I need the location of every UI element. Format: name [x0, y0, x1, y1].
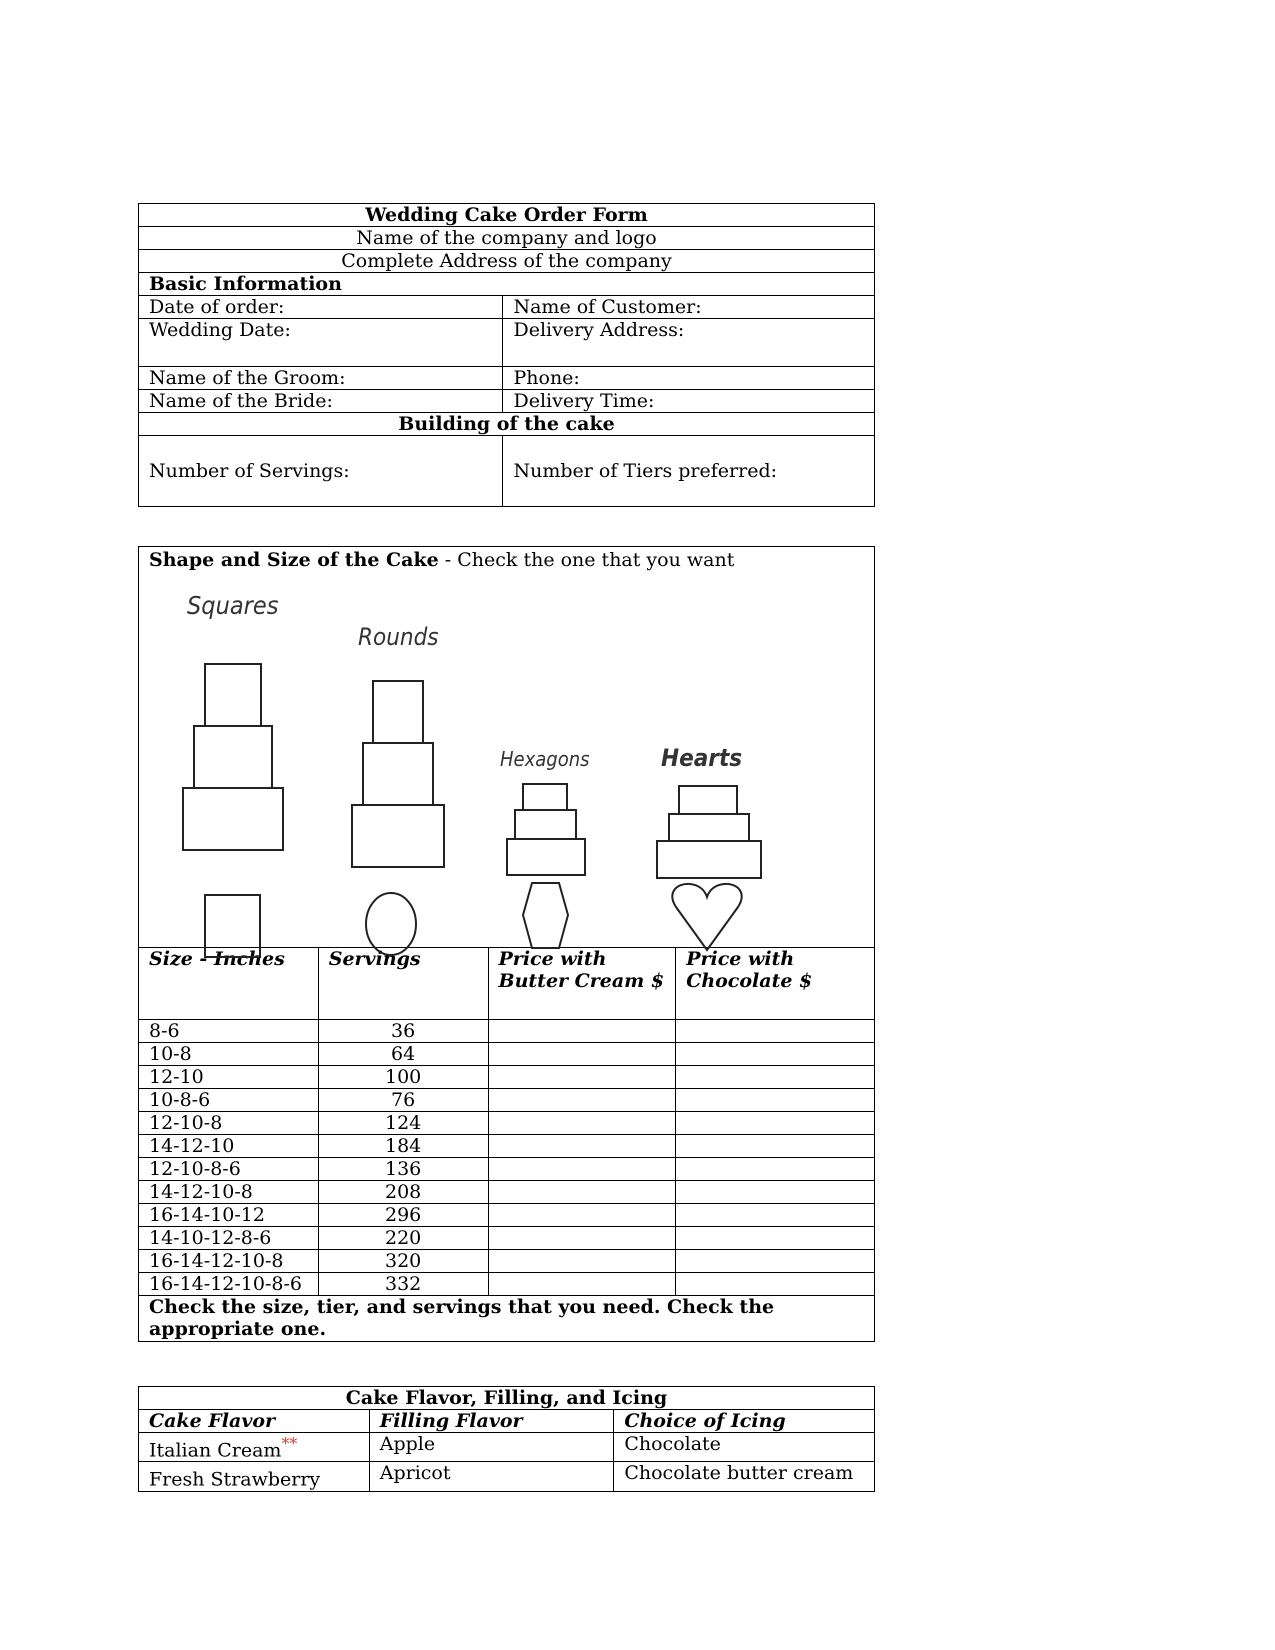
flavor-table	[138, 1386, 875, 1492]
cake-flavor-cell[interactable]	[139, 1433, 370, 1462]
label-hearts: Hearts	[661, 744, 743, 772]
size-cell: 10-8-6	[139, 1089, 319, 1112]
servings-cell: 100	[318, 1066, 488, 1089]
col-header-chocolate: Price with Chocolate $	[676, 948, 875, 1020]
butter-cream-price-cell[interactable]	[488, 1112, 676, 1135]
round-shape-icon	[366, 893, 416, 955]
heart-tier-middle	[669, 814, 749, 841]
wedding-date-field[interactable]: Wedding Date:	[139, 319, 503, 367]
butter-cream-price-cell[interactable]	[488, 1227, 676, 1250]
round-tier-top	[373, 681, 423, 743]
heart-tier-top	[679, 786, 737, 814]
chocolate-price-cell[interactable]	[676, 1112, 875, 1135]
servings-cell: 36	[318, 1020, 488, 1043]
chocolate-price-cell[interactable]	[676, 1020, 875, 1043]
hexagon-shape-icon	[523, 883, 568, 948]
customer-name-field[interactable]: Name of Customer:	[503, 296, 875, 319]
size-instruction: Check the size, tier, and servings that you need. Check the appropriate one.	[139, 1296, 875, 1342]
size-cell: 14-12-10	[139, 1135, 319, 1158]
company-address: Complete Address of the company	[139, 250, 875, 273]
servings-cell: 136	[318, 1158, 488, 1181]
servings-cell: 76	[318, 1089, 488, 1112]
col-header-icing: Choice of Icing	[614, 1410, 875, 1433]
butter-cream-price-cell[interactable]	[488, 1089, 676, 1112]
delivery-time-field[interactable]: Delivery Time:	[503, 390, 875, 413]
groom-name-field[interactable]: Name of the Groom:	[139, 367, 503, 390]
butter-cream-price-cell[interactable]	[488, 1204, 676, 1227]
butter-cream-price-cell[interactable]	[488, 1250, 676, 1273]
shapes-heading: Shape and Size of the Cake	[149, 549, 439, 571]
table-row	[139, 1227, 875, 1250]
table-row	[139, 1020, 875, 1043]
size-cell: 16-14-12-10-8-6	[139, 1273, 319, 1296]
table-row	[139, 1135, 875, 1158]
size-cell: 14-10-12-8-6	[139, 1227, 319, 1250]
table-row	[139, 1433, 875, 1462]
chocolate-price-cell[interactable]	[676, 1135, 875, 1158]
servings-cell: 208	[318, 1181, 488, 1204]
square-tier-bottom	[183, 788, 283, 850]
size-cell: 16-14-10-12	[139, 1204, 319, 1227]
hexagon-tier-bottom	[507, 839, 585, 875]
date-of-order-field[interactable]: Date of order:	[139, 296, 503, 319]
size-cell: 10-8	[139, 1043, 319, 1066]
servings-cell: 320	[318, 1250, 488, 1273]
icing-cell[interactable]: Chocolate butter cream	[614, 1462, 875, 1491]
flavor-rows	[139, 1433, 875, 1492]
asterisk-mark: **	[281, 1434, 298, 1453]
filling-flavor-cell[interactable]: Apple	[369, 1433, 614, 1462]
servings-field[interactable]: Number of Servings:	[139, 436, 503, 507]
phone-field[interactable]: Phone:	[503, 367, 875, 390]
label-rounds: Rounds	[358, 623, 439, 651]
round-tier-bottom	[352, 805, 444, 867]
table-row	[139, 1043, 875, 1066]
table-row	[139, 1066, 875, 1089]
building-heading: Building of the cake	[139, 413, 875, 436]
size-cell: 12-10-8	[139, 1112, 319, 1135]
chocolate-price-cell[interactable]	[676, 1158, 875, 1181]
col-header-filling-flavor: Filling Flavor	[369, 1410, 614, 1433]
shape-size-table	[138, 546, 875, 1342]
cake-shapes-illustration	[139, 547, 876, 971]
col-header-cake-flavor: Cake Flavor	[139, 1410, 370, 1433]
butter-cream-price-cell[interactable]	[488, 1135, 676, 1158]
flavor-heading: Cake Flavor, Filling, and Icing	[139, 1387, 875, 1410]
servings-cell: 220	[318, 1227, 488, 1250]
table-row	[139, 1273, 875, 1296]
size-cell: 16-14-12-10-8	[139, 1250, 319, 1273]
basic-info-heading: Basic Information	[139, 273, 875, 296]
col-header-size: Size - Inches	[139, 948, 319, 1020]
servings-cell: 64	[318, 1043, 488, 1066]
round-tier-middle	[363, 743, 433, 805]
servings-cell: 296	[318, 1204, 488, 1227]
label-hexagons: Hexagons	[500, 747, 590, 771]
servings-cell: 184	[318, 1135, 488, 1158]
chocolate-price-cell[interactable]	[676, 1227, 875, 1250]
size-rows	[139, 1020, 875, 1296]
chocolate-price-cell[interactable]	[676, 1043, 875, 1066]
shapes-panel	[139, 547, 875, 948]
chocolate-price-cell[interactable]	[676, 1066, 875, 1089]
butter-cream-price-cell[interactable]	[488, 1043, 676, 1066]
square-shape-icon	[205, 895, 260, 957]
heart-tier-bottom	[657, 841, 761, 878]
size-cell: 12-10	[139, 1066, 319, 1089]
size-cell: 12-10-8-6	[139, 1158, 319, 1181]
cake-flavor-text: Fresh Strawberry	[149, 1468, 321, 1491]
servings-cell: 124	[318, 1112, 488, 1135]
square-tier-top	[205, 664, 261, 726]
butter-cream-price-cell[interactable]	[488, 1273, 676, 1296]
col-header-servings: Servings	[318, 948, 488, 1020]
table-row	[139, 1158, 875, 1181]
table-row	[139, 1112, 875, 1135]
label-squares: Squares	[187, 591, 279, 620]
form-title: Wedding Cake Order Form	[139, 204, 875, 227]
table-row	[139, 1181, 875, 1204]
butter-cream-price-cell[interactable]	[488, 1066, 676, 1089]
table-row	[139, 1089, 875, 1112]
table-row	[139, 1204, 875, 1227]
company-name: Name of the company and logo	[139, 227, 875, 250]
butter-cream-price-cell[interactable]	[488, 1158, 676, 1181]
chocolate-price-cell[interactable]	[676, 1273, 875, 1296]
chocolate-price-cell[interactable]	[676, 1250, 875, 1273]
cake-flavor-cell[interactable]	[139, 1462, 370, 1491]
shapes-heading-line	[149, 549, 734, 571]
chocolate-price-cell[interactable]	[676, 1089, 875, 1112]
butter-cream-price-cell[interactable]	[488, 1020, 676, 1043]
shapes-note: - Check the one that you want	[438, 549, 735, 571]
butter-cream-price-cell[interactable]	[488, 1181, 676, 1204]
heart-shape-icon	[672, 884, 741, 950]
col-header-butter-cream: Price with Butter Cream $	[488, 948, 676, 1020]
size-cell: 14-12-10-8	[139, 1181, 319, 1204]
table-row	[139, 1462, 875, 1491]
chocolate-price-cell[interactable]	[676, 1204, 875, 1227]
filling-flavor-cell[interactable]: Apricot	[369, 1462, 614, 1491]
order-info-table	[138, 203, 875, 507]
size-cell: 8-6	[139, 1020, 319, 1043]
cake-flavor-text: Italian Cream	[149, 1439, 282, 1462]
chocolate-price-cell[interactable]	[676, 1181, 875, 1204]
servings-cell: 332	[318, 1273, 488, 1296]
tiers-field[interactable]: Number of Tiers preferred:	[503, 436, 875, 507]
hexagon-tier-top	[523, 784, 567, 810]
square-tier-middle	[194, 726, 272, 788]
icing-cell[interactable]: Chocolate	[614, 1433, 875, 1462]
delivery-address-field[interactable]: Delivery Address:	[503, 319, 875, 367]
hexagon-tier-middle	[515, 810, 576, 839]
bride-name-field[interactable]: Name of the Bride:	[139, 390, 503, 413]
table-row	[139, 1250, 875, 1273]
